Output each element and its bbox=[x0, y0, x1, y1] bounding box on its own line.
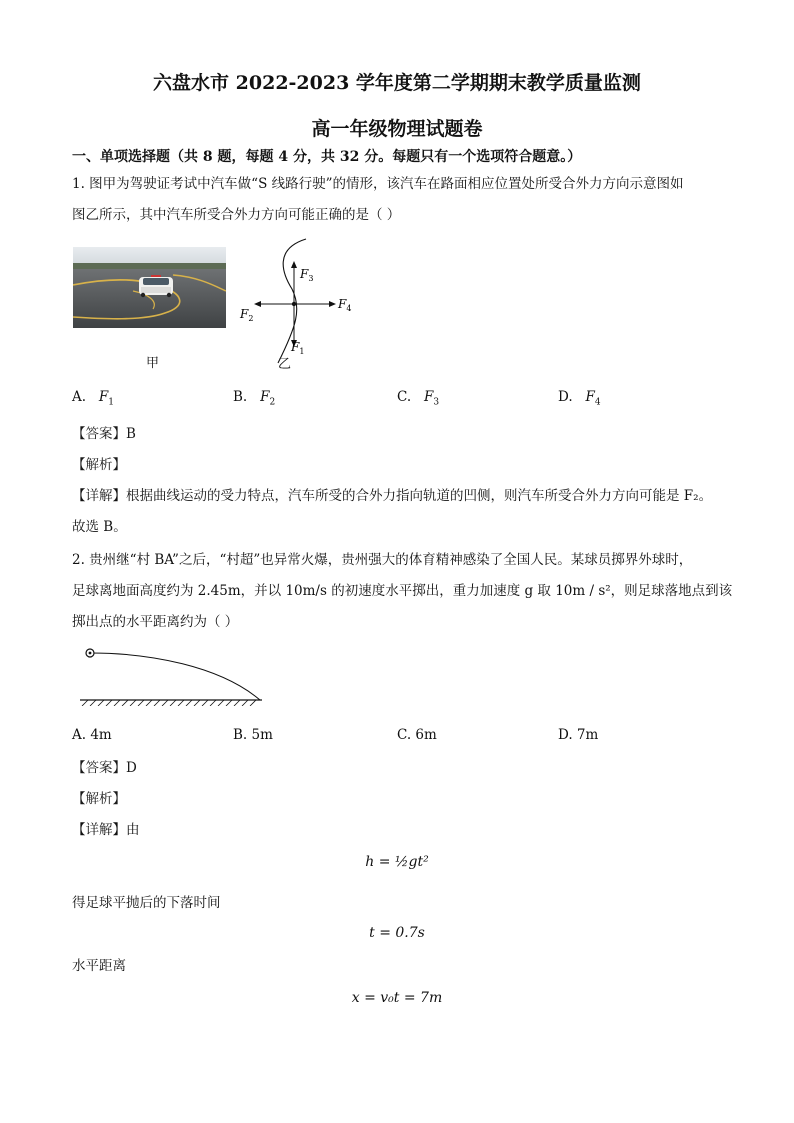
q2-option-c[interactable]: C. 6m bbox=[397, 727, 437, 743]
label-f3: $F_3$ bbox=[300, 267, 314, 283]
projectile-diagram bbox=[80, 644, 265, 706]
option-letter: C. bbox=[397, 389, 412, 405]
q2-stem-line2: 足球离地面高度约为 2.45m，并以 10m/s 的初速度水平掷出，重力加速度 g 取 10m / s²，则足球落地点到该 bbox=[72, 583, 733, 599]
q2-option-d[interactable]: D. 7m bbox=[558, 727, 599, 743]
exam-title: 六盘水市 2022-2023 学年度第二学期期末教学质量监测 bbox=[153, 72, 641, 94]
arrow-left-icon bbox=[254, 301, 261, 307]
caption-jia: 甲 bbox=[146, 356, 160, 371]
option-symbol: F bbox=[260, 389, 270, 405]
option-subscript: 4 bbox=[594, 397, 601, 408]
q1-stem-line1: 1. 图甲为驾驶证考试中汽车做“S 线路行驶”的情形，该汽车在路面相应位置处所受合外力方向示意图如 bbox=[72, 176, 684, 192]
arrow-right-icon bbox=[329, 301, 336, 307]
q1-option-b[interactable] bbox=[233, 389, 275, 408]
equation-time: t = 0.7s bbox=[369, 925, 425, 941]
label-f1: $F_1$ bbox=[291, 340, 305, 356]
caption-yi: 乙 bbox=[278, 357, 292, 372]
exam-subtitle: 高一年级物理试题卷 bbox=[311, 118, 483, 140]
option-letter: B. bbox=[233, 389, 248, 405]
equation-free-fall: h = ½gt² bbox=[365, 854, 429, 870]
option-subscript: 3 bbox=[433, 397, 440, 408]
q1-stem-line2: 图乙所示，其中汽车所受合外力方向可能正确的是（ ） bbox=[72, 207, 401, 223]
force-diagram bbox=[234, 235, 362, 370]
driving-test-photo bbox=[73, 247, 226, 328]
option-symbol: F bbox=[585, 389, 595, 405]
q2-answer: 【答案】D bbox=[72, 760, 137, 776]
ground-hatch bbox=[82, 700, 256, 706]
arrow-up-icon bbox=[291, 261, 297, 268]
q2-step1: 得足球平抛后的下落时间 bbox=[72, 895, 221, 911]
q1-option-c[interactable] bbox=[397, 389, 439, 408]
q1-conclusion: 故选 B。 bbox=[72, 519, 127, 535]
q2-analysis: 【解析】 bbox=[72, 791, 126, 807]
option-subscript: 1 bbox=[108, 397, 115, 408]
q2-step2: 水平距离 bbox=[72, 958, 126, 974]
label-f4: $F_4$ bbox=[338, 297, 352, 313]
equation-distance: x = v₀t = 7m bbox=[351, 990, 443, 1006]
q1-answer: 【答案】B bbox=[72, 426, 136, 442]
q1-option-a[interactable] bbox=[72, 389, 114, 408]
q2-stem-line1: 2. 贵州继“村 BA”之后，“村超”也异常火爆，贵州强大的体育精神感染了全国人民。某球员掷界外球时， bbox=[72, 552, 693, 568]
q2-option-a[interactable]: A. 4m bbox=[72, 727, 112, 743]
option-symbol: F bbox=[424, 389, 434, 405]
driving-test-photo-art bbox=[73, 247, 226, 328]
q1-option-d[interactable] bbox=[558, 389, 601, 408]
trajectory-path bbox=[90, 653, 260, 700]
option-letter: A. bbox=[72, 389, 87, 405]
section-heading: 一、单项选择题（共 8 题，每题 4 分，共 32 分。每题只有一个选项符合题意。） bbox=[72, 149, 582, 165]
car-point bbox=[292, 302, 296, 306]
option-letter: D. bbox=[558, 389, 573, 405]
q2-detail: 【详解】由 bbox=[72, 822, 140, 838]
q1-detail: 【详解】根据曲线运动的受力特点，汽车所受的合外力指向轨道的凹侧，则汽车所受合外力方向可能是 F₂。 bbox=[72, 488, 713, 504]
label-f2: $F_2$ bbox=[240, 307, 254, 323]
q2-option-b[interactable]: B. 5m bbox=[233, 727, 273, 743]
option-subscript: 2 bbox=[269, 397, 276, 408]
q1-analysis: 【解析】 bbox=[72, 457, 126, 473]
option-symbol: F bbox=[98, 389, 109, 405]
q2-stem-line3: 掷出点的水平距离约为（ ） bbox=[72, 614, 239, 630]
